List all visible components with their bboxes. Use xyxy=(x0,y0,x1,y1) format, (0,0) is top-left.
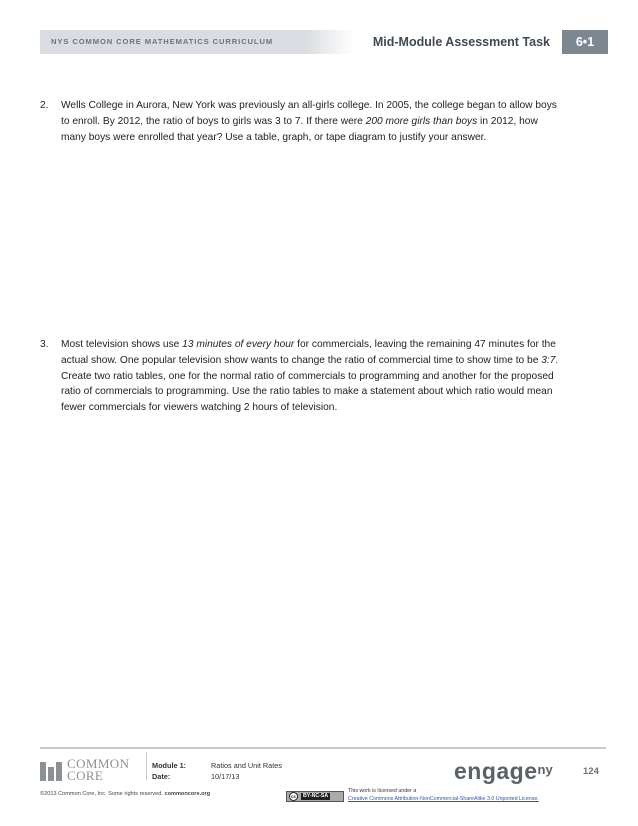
date-label: Date: xyxy=(152,772,171,781)
emphasis-segment: 200 more girls than boys xyxy=(365,115,478,127)
footer-divider xyxy=(40,747,606,749)
engageny-logo: engage$^{ny}$ xyxy=(454,758,553,784)
emphasis-segment: 3:7 xyxy=(541,354,556,366)
problem-text xyxy=(61,98,560,145)
footer-separator xyxy=(146,752,147,780)
text-segment: for commercials, leaving the remaining 47 minutes for the actual show. One popular television show wants to change the ratio of commercial time to show time to be xyxy=(61,339,556,366)
date-value: 10/17/13 xyxy=(211,772,240,781)
page-header xyxy=(40,30,608,54)
module-label: Module 1: xyxy=(152,761,187,770)
problem-number: 2. xyxy=(40,100,49,111)
problem-3 xyxy=(40,337,560,416)
common-core-logo xyxy=(40,758,140,786)
license-text: This work is licensed under a xyxy=(348,788,417,794)
problem-2 xyxy=(40,98,560,145)
problem-text xyxy=(61,337,560,416)
footer-meta-values xyxy=(211,760,282,782)
module-value: Ratios and Unit Rates xyxy=(211,761,282,770)
logo-bars-icon xyxy=(40,762,64,781)
copyright-notice: ©2013 Common Core, Inc. Some rights reserved. commoncore.org xyxy=(40,791,211,797)
text-segment: in 2012, how many boys were enrolled that year? Use a table, graph, or tape diagram to justify your answer. xyxy=(61,115,538,143)
page-number: 124 xyxy=(583,766,599,777)
emphasis-segment: 13 minutes of every hour xyxy=(182,339,295,350)
text-segment: . Create two ratio tables, one for the normal ratio of commercials to programming and another for the proposed ratio of commercials to programming. Use the ratio tables to make a statement about which ratio would mean fewer commercials for viewers watching 2 hours of television. xyxy=(61,354,559,414)
task-title: Mid-Module Assessment Task xyxy=(372,35,550,49)
license-link[interactable]: Creative Commons Attribution-NonCommercial-ShareAlike 3.0 Unported License. xyxy=(348,796,539,802)
cc-license-badge[interactable] xyxy=(286,791,344,802)
cc-icon: cc xyxy=(290,794,296,799)
curriculum-label: NYS COMMON CORE MATHEMATICS CURRICULUM xyxy=(40,30,304,54)
license-notice xyxy=(348,787,539,803)
grade-module-badge: 6•1 xyxy=(562,30,608,54)
problem-number: 3. xyxy=(40,339,49,350)
copyright-site: commoncore.org xyxy=(164,791,211,797)
text-segment: Most television shows use xyxy=(61,339,183,350)
logo-wordmark: COMMON CORE xyxy=(67,756,130,783)
footer-meta-labels xyxy=(152,760,186,782)
cc-license-type: BY-NC-SA xyxy=(303,793,329,799)
text-segment: Wells College in Aurora, New York was previously an all-girls college. In 2005, the college began to allow boys to enroll. By 2012, the ratio of boys to girls was 3 to 7. If there were xyxy=(61,100,557,127)
